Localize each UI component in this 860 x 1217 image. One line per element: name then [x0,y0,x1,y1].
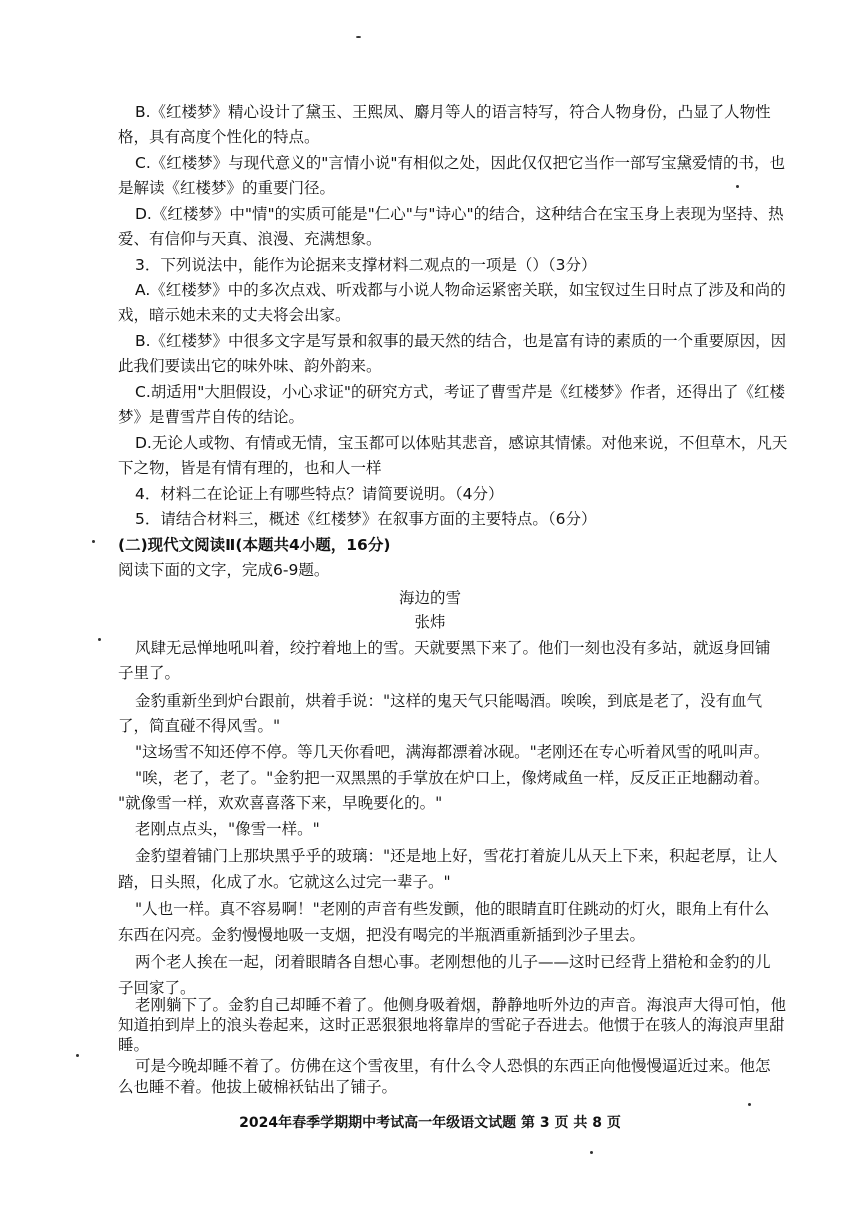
question-3-option-b-line2: 此我们要读出它的味外味、韵外韵来。 [118,357,382,375]
paragraph-10-line1: 可是今晚却睡不着了。仿佛在这个雪夜里，有什么令人恐惧的东西正向他慢慢逼近过来。他怎 [135,1057,771,1075]
question-3-option-d-line1: D.无论人或物、有情或无情，宝玉都可以体贴其悲音，感谅其情愫。对他来说，不但草木，凡天 [135,434,788,452]
reading-instruction: 阅读下面的文字，完成6-9题。 [118,561,330,579]
paragraph-6-line2: 踏，日头照，化成了水。它就这么过完一辈子。" [118,873,451,891]
paragraph-7-line2: 东西在闪亮。金豹慢慢地吸一支烟，把没有喝完的半瓶酒重新插到沙子里去。 [118,926,646,944]
paragraph-4-line1: "唉，老了，老了。"金豹把一双黑黑的手掌放在炉口上，像烤咸鱼一样，反反正正地翻动着。 [135,769,770,787]
page-footer: 2024年春季学期期中考试高一年级语文试题 第 3 页 共 8 页 [239,1115,621,1131]
question-4: 4．材料二在论证上有哪些特点？请简要说明。（4分） [135,485,504,503]
question-3-option-c-line1: C.胡适用"大胆假设，小心求证"的研究方式，考证了曹雪芹是《红楼梦》作者，还得出了《红楼 [135,383,786,401]
paragraph-1-line1: 风肆无忌惮地吼叫着，绞拧着地上的雪。天就要黑下来了。他们一刻也没有多站，就返身回铺 [135,639,771,657]
question-3-option-b-line1: B.《红楼梦》中很多文字是写景和叙事的最天然的结合，也是富有诗的素质的一个重要原因，因 [135,332,787,350]
paragraph-8-line1: 两个老人挨在一起，闭着眼睛各自想心事。老刚想他的儿子——这时已经背上猎枪和金豹的儿 [135,953,771,971]
scan-speck [92,540,95,543]
paragraph-9-line3: 睡。 [118,1036,150,1054]
question-3-option-d-line2: 下之物，皆是有情有理的，也和人一样 [118,459,382,477]
paragraph-8-line2: 子回家了。 [118,979,196,997]
option-c-line2: 是解读《红楼梦》的重要门径。 [118,179,336,197]
scan-speck [98,638,101,641]
paragraph-7-line1: "人也一样。真不容易啊！"老刚的声音有些发颤，他的眼睛直盯住跳动的灯火，眼角上有什么 [135,900,770,918]
paragraph-4-line2: "就像雪一样，欢欢喜喜落下来，早晚要化的。" [118,794,443,812]
paragraph-9-line2: 知道拍到岸上的浪头卷起来，这时正恶狠狠地将靠岸的雪砣子吞进去。他惯于在骇人的海浪声里甜 [118,1016,785,1034]
paragraph-9-line1: 老刚躺下了。金豹自己却睡不着了。他侧身吸着烟，静静地听外边的声音。海浪声大得可怕，他 [135,996,787,1014]
section-heading: (二)现代文阅读Ⅱ(本题共4小题，16分) [118,536,391,554]
scan-speck [76,1054,79,1057]
question-5: 5．请结合材料三，概述《红楼梦》在叙事方面的主要特点。（6分） [135,510,597,528]
scan-speck [736,185,739,188]
option-c-line1: C.《红楼梦》与现代意义的"言情小说"有相似之处，因此仅仅把它当作一部写宝黛爱情的书，也 [135,154,786,172]
option-b-line2: 格，具有高度个性化的特点。 [118,128,320,146]
passage-author: 张炜 [414,613,446,631]
scan-speck [748,1103,751,1106]
passage-title: 海边的雪 [398,589,461,607]
paragraph-10-line2: 么也睡不着。他拔上破棉袄钻出了铺子。 [118,1078,398,1096]
paragraph-6-line1: 金豹望着铺门上那块黑乎乎的玻璃："还是地上好，雪花打着旋儿从天上下来，积起老厚，让人 [135,847,778,865]
option-d-line1: D.《红楼梦》中"情"的实质可能是"仁心"与"诗心"的结合，这种结合在宝玉身上表现为坚持、热 [135,205,784,223]
option-b-line1: B.《红楼梦》精心设计了黛玉、王熙凤、麝月等人的语言特写，符合人物身份，凸显了人物性 [135,103,771,121]
paragraph-5: 老刚点点头，"像雪一样。" [135,820,320,838]
question-3-option-a-line1: A.《红楼梦》中的多次点戏、听戏都与小说人物命运紧密关联，如宝钗过生日时点了涉及和尚的 [135,281,786,299]
question-3: 3．下列说法中，能作为论据来支撑材料二观点的一项是（）（3分） [135,256,597,274]
paragraph-2-line2: 了，简直碰不得风雪。" [118,717,281,735]
paragraph-1-line2: 子里了。 [118,664,181,682]
scan-speck [356,36,361,38]
option-d-line2: 爱、有信仰与天真、浪漫、充满想象。 [118,230,382,248]
paragraph-3: "这场雪不知还停不停。等几天你看吧，满海都漂着冰砚。"老刚还在专心听着风雪的吼叫声。 [135,743,770,761]
paragraph-2-line1: 金豹重新坐到炉台跟前，烘着手说："这样的鬼天气只能喝酒。唉唉，到底是老了，没有血气 [135,692,763,710]
question-3-option-c-line2: 梦》是曹雪芹自传的结论。 [118,408,305,426]
question-3-option-a-line2: 戏，暗示她未来的丈夫将会出家。 [118,306,351,324]
scan-speck [590,1151,593,1154]
